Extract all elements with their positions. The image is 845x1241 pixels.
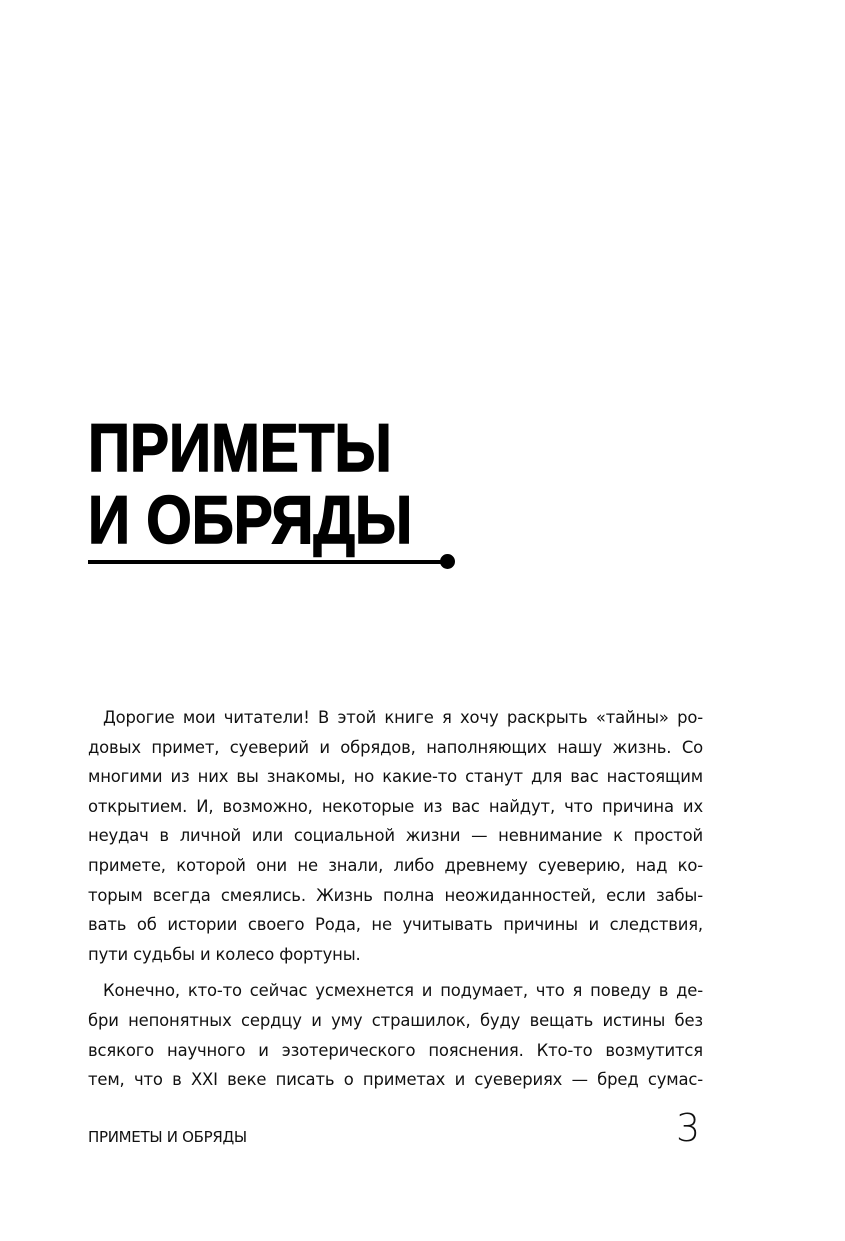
text-line: бри непонятных сердцу и уму страшилок, буду вещать истины без (88, 1010, 703, 1030)
text-line: Конечно, кто-то сейчас усмехнется и подумает, что я поведу в де- (103, 981, 703, 1001)
chapter-title-line-1: ПРИМЕТЫ (88, 410, 392, 486)
page-number: 3 (676, 1106, 701, 1150)
text-line: тем, что в XXI веке писать о приметах и суевериях — бред сумас- (88, 1070, 703, 1090)
text-line: примете, которой они не знали, либо древнему суеверию, над ко- (88, 855, 703, 875)
text-line: открытием. И, возможно, некоторые из вас найдут, что причина их (88, 796, 703, 816)
text-line: всякого научного и эзотерического пояснения. Кто-то возмутится (88, 1040, 703, 1060)
text-line: пути судьбы и колесо фортуны. (88, 944, 361, 964)
text-line: Дорогие мои читатели! В этой книге я хочу раскрыть «тайны» ро- (103, 708, 703, 727)
text-line: вать об истории своего Рода, не учитывать причины и следствия, (88, 915, 703, 935)
body-text (88, 703, 703, 1095)
title-underline-rule (88, 560, 448, 564)
paragraph-2 (88, 976, 703, 1094)
title-rule-dot-ornament (440, 554, 455, 569)
paragraph-1 (88, 703, 703, 969)
text-line: довых примет, суеверий и обрядов, наполняющих нашу жизнь. Со (88, 737, 703, 757)
text-line: торым всегда смеялись. Жизнь полна неожиданностей, если забы- (88, 885, 703, 905)
running-footer-title: ПРИМЕТЫ И ОБРЯДЫ (88, 1128, 247, 1146)
chapter-title (88, 412, 412, 556)
chapter-title-line-2: И ОБРЯДЫ (88, 482, 413, 558)
text-line: неудач в личной или социальной жизни — невнимание к простой (88, 826, 703, 846)
text-line: многими из них вы знакомы, но какие-то станут для вас настоящим (88, 767, 703, 787)
